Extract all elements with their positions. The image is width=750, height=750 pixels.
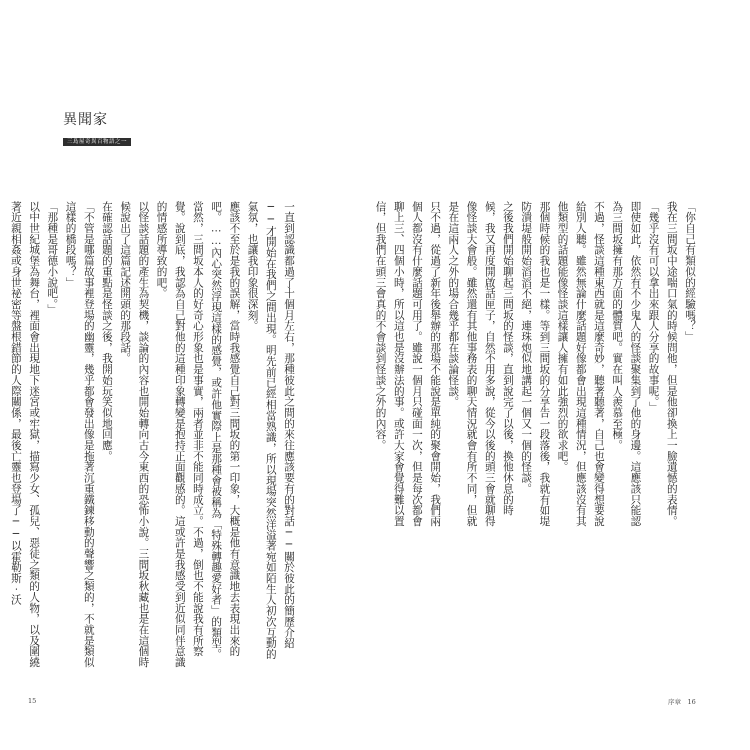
right-paragraph-6: 那個時候的我也是一樣。等到三間坂的分享告一段落後，我就有如堤防潰堤般開始滔滔不絕，連珠炮似地講起一個又一個的怪談。 bbox=[520, 201, 551, 527]
left-paragraph-5: 「不管是哪篇故事裡登場的幽靈，幾乎都會發出像是拖著沉重鐵鍊移動的聲響之類的，不就是類似這樣的橋段嗎？」 bbox=[64, 201, 95, 668]
right-paragraph-3: 「幾乎沒有可以拿出來跟人分享的故事呢。」 bbox=[647, 201, 660, 413]
right-paragraph-4: 即使如此，依然有不少鬼人的怪談聚集到了他的身邊。這應該只能認為三間坂擁有那方面的體質吧。實在叫人羨慕至極。 bbox=[611, 201, 642, 527]
right-paragraph-5: 不過，怪談這種東西就是這麼奇妙，聽著聽著，自己也會變得想要說給別人聽。雖然無論什麼話題好像都會出現這種情況，但應該沒有其他類型的話題能像怪談這樣讓人擁有如此強烈的欲求吧。 bbox=[556, 201, 605, 527]
folio-left: 15 bbox=[28, 697, 37, 705]
left-paragraph-2: 應該不至於是我的誤解，當時我感覺自己對三間坂的第一印象，大概是他有意識地去表現出來的吧。……內心突然浮現這樣的感覺，或許他實際上是那種會被稱為「特殊轉趣愛好者」的類型。當然，三間坂本人的好奇心形象也是事實，兩者並非不能同時成立。不過，倒也不能說我有所察覺。說到底，我認為自己對他的這種印象轉變是抱持正面觀感的。這或許是我感受到近似同伴意識的情感所導致的吧。 bbox=[155, 201, 241, 668]
left-paragraph-1: 一直到認識都過了十個月左右，那種彼此之間的來往應該要有的對話──關於彼此的簡歷介紹──才開始在我們之間出現。明先前已經相當熟識，所以現場突然洋溢著宛如陌生人初次互動的氣氛，也讓我印象很深刻。 bbox=[246, 201, 295, 660]
right-paragraph-1: 「你自己有類似的經驗嗎？」 bbox=[684, 201, 696, 343]
running-title-block bbox=[63, 112, 193, 147]
book-subtitle: 三島屋奇異百物語之一 bbox=[63, 138, 131, 146]
left-paragraph-7: 以中世紀城堡為舞台，裡面會出現地下迷宮或牢獄，描寫少女、孤兒、惡徒之類的人物，以及圍繞著近親相姦或身世祕密等盤根錯節的人際關係，最後亡靈也登場了──以霍勒斯‧沃 bbox=[9, 201, 41, 668]
right-paragraph-7: 之後我們開始聊起三間坂的怪談，直到說完了以後，換他休息的時候，我又再度開啟話匣子，自然不用多說，從今以後的頭三會就聊得像怪談大會般。雖然還有其他事務表的聊天情況就會有所不同，但就是在這兩人之外的場合幾乎都在談論怪談。 bbox=[447, 201, 514, 527]
left-page-body bbox=[9, 201, 298, 669]
left-paragraph-6: 「那種是哥德小說吧。」 bbox=[46, 201, 59, 316]
folio-right: 序章 16 bbox=[668, 698, 696, 706]
left-paragraph-4: 在確認話題的重點是怪談之後，我開始玩笑似地回應。 bbox=[100, 201, 113, 462]
right-paragraph-2: 我在三間坂中途喘口氣的時候問他，但是他卻換上一臉遺憾的表情。 bbox=[665, 201, 678, 527]
right-paragraph-8: 只不過，從過了新年後舉辦的那場不能說是單純的聚會開始，我們兩個人都沒有什麼話題可用了。雖說一個月只碰面一次，但是每次都會聊上三、四個小時，所以這也是沒辦法的事。或許大家會覺得難以置信，但我們在頭三會真的不會談到怪談之外的內容。 bbox=[374, 201, 442, 527]
book-title: 異聞家 bbox=[63, 112, 108, 128]
right-page-body bbox=[374, 201, 699, 537]
left-paragraph-3: 以怪談話題的產生為契機，談論的內容也開始轉向古今東西的恐怖小說。三間坂秋藏也是在這個時候說出了這篇記述開頭的那段話。 bbox=[119, 201, 150, 668]
